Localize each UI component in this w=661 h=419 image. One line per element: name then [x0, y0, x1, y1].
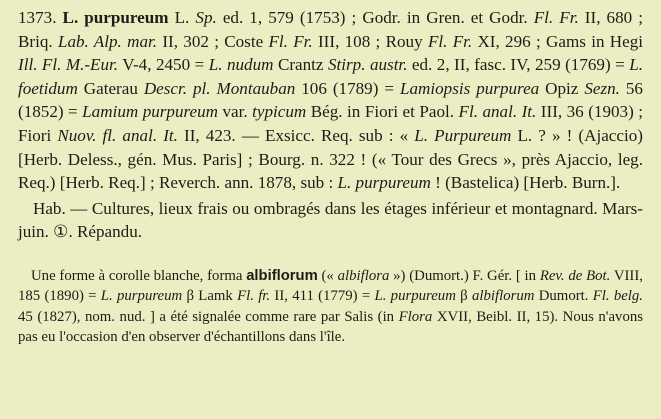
- synonym-name: typicum: [252, 102, 307, 122]
- note-text: 45 (1827), nom. nud. ] a été signalée comme rare par Salis (in: [18, 308, 399, 325]
- citation-text: XI, 296 ; Gams in Hegi: [472, 31, 644, 51]
- synonym-name: L. nudum: [208, 55, 274, 75]
- note-text: β: [455, 288, 472, 305]
- citation-text: III, 108 ; Rouy: [312, 31, 428, 51]
- citation-title: Flora: [398, 308, 433, 325]
- citation-text: II, 423. — Exsicc. Req. sub : «: [177, 125, 415, 145]
- citation-title: Stirp. austr.: [327, 55, 408, 75]
- habitat-paragraph: Hab. — Cultures, lieux frais ou ombragés dans les étages inférieur et montagnard. Mars-juin. ①. Répandu.: [18, 198, 643, 242]
- citation-title: Fl. Fr.: [427, 31, 473, 51]
- citation-text: L. ? » ! (Ajaccio): [511, 125, 643, 145]
- synonym-name: Lamium purpureum: [82, 102, 219, 122]
- note-text: («: [317, 267, 338, 284]
- note-text: Dumort.: [534, 288, 593, 305]
- citation-title: Lab. Alp. mar.: [57, 31, 158, 51]
- citation-text: var.: [218, 102, 253, 122]
- synonym-name: L. purpureum: [374, 288, 456, 305]
- citation-text: [Herb. Deless., gén. Mus. Paris] ; Bourg. n. 322 ! (« Tour des Grecs », près Ajaccio, leg. Req.) [Herb. Req.] ; Reverch. ann. 1878, sub :: [18, 149, 643, 193]
- citation-text: ! (Bastelica) [Herb. Burn.].: [430, 173, 621, 193]
- citation-text: Crantz: [273, 55, 328, 75]
- citation-title: Rev. de Bot.: [539, 267, 611, 284]
- citation-text: 56 (1852) =: [18, 78, 643, 122]
- citation-title: Ill. Fl. M.-Eur.: [18, 55, 119, 75]
- citation-text: 106 (1789) =: [295, 78, 400, 98]
- species-name: L. purpureum: [62, 8, 169, 27]
- citation-text: ed. 2, II, fasc. IV, 259 (1769) =: [407, 55, 630, 75]
- synonym-name: albiflorum: [471, 288, 535, 305]
- citation-text: Gaterau: [77, 78, 144, 98]
- citation-text: Bég. in Fiori et Paol.: [306, 102, 459, 122]
- citation-title: Fl. fr.: [237, 288, 271, 305]
- citation-text: II, 680 ; Briq.: [18, 8, 643, 51]
- citation-title: Fl. belg.: [592, 288, 644, 305]
- citation-text: II, 302 ; Coste: [157, 31, 269, 51]
- citation-title: Nuov. fl. anal. It.: [57, 125, 178, 145]
- synonym-name: albiflora: [337, 267, 390, 284]
- synonym-name: L. purpureum: [337, 173, 431, 193]
- species-entry: [18, 6, 643, 195]
- citation-text: III, 36 (1903) ; Fiori: [18, 102, 644, 145]
- synonym-name: L. foetidum: [18, 55, 643, 98]
- citation-text: L.: [168, 8, 196, 27]
- citation-title: Fl. Fr.: [533, 8, 579, 27]
- entry-number: 1373.: [18, 8, 57, 27]
- synonym-name: Lamiopsis purpurea: [399, 78, 540, 98]
- citation-title: Fl. Fr.: [268, 31, 313, 51]
- citation-text: ed. 1, 579 (1753) ; Godr. in Gren. et Godr.: [216, 8, 534, 27]
- citation-title: Fl. anal. It.: [458, 102, 537, 122]
- citation-title: Sezn.: [584, 78, 620, 98]
- citation-title: Descr. pl. Montauban: [143, 78, 296, 98]
- citation-text: V-4, 2450 =: [118, 55, 209, 75]
- note-text: VIII, 185 (1890) =: [18, 267, 643, 305]
- synonym-name: L. purpureum: [100, 288, 183, 305]
- citation-title: Sp.: [195, 8, 217, 27]
- form-note: [18, 266, 643, 348]
- note-text: II, 411 (1779) =: [270, 288, 375, 305]
- note-text: ») (Dumort.) F. Gér. [ in: [389, 267, 540, 284]
- form-name: albiflorum: [246, 267, 318, 284]
- synonym-name: L. Purpureum: [414, 125, 512, 145]
- note-text: β Lamk: [182, 288, 238, 305]
- note-text: XVII, Beibl. II, 15). Nous n'avons pas eu l'occasion d'en observer d'échantillons dans l'île.: [18, 308, 643, 346]
- note-text: Une forme à corolle blanche, forma: [31, 267, 247, 284]
- citation-text: Opiz: [539, 78, 585, 98]
